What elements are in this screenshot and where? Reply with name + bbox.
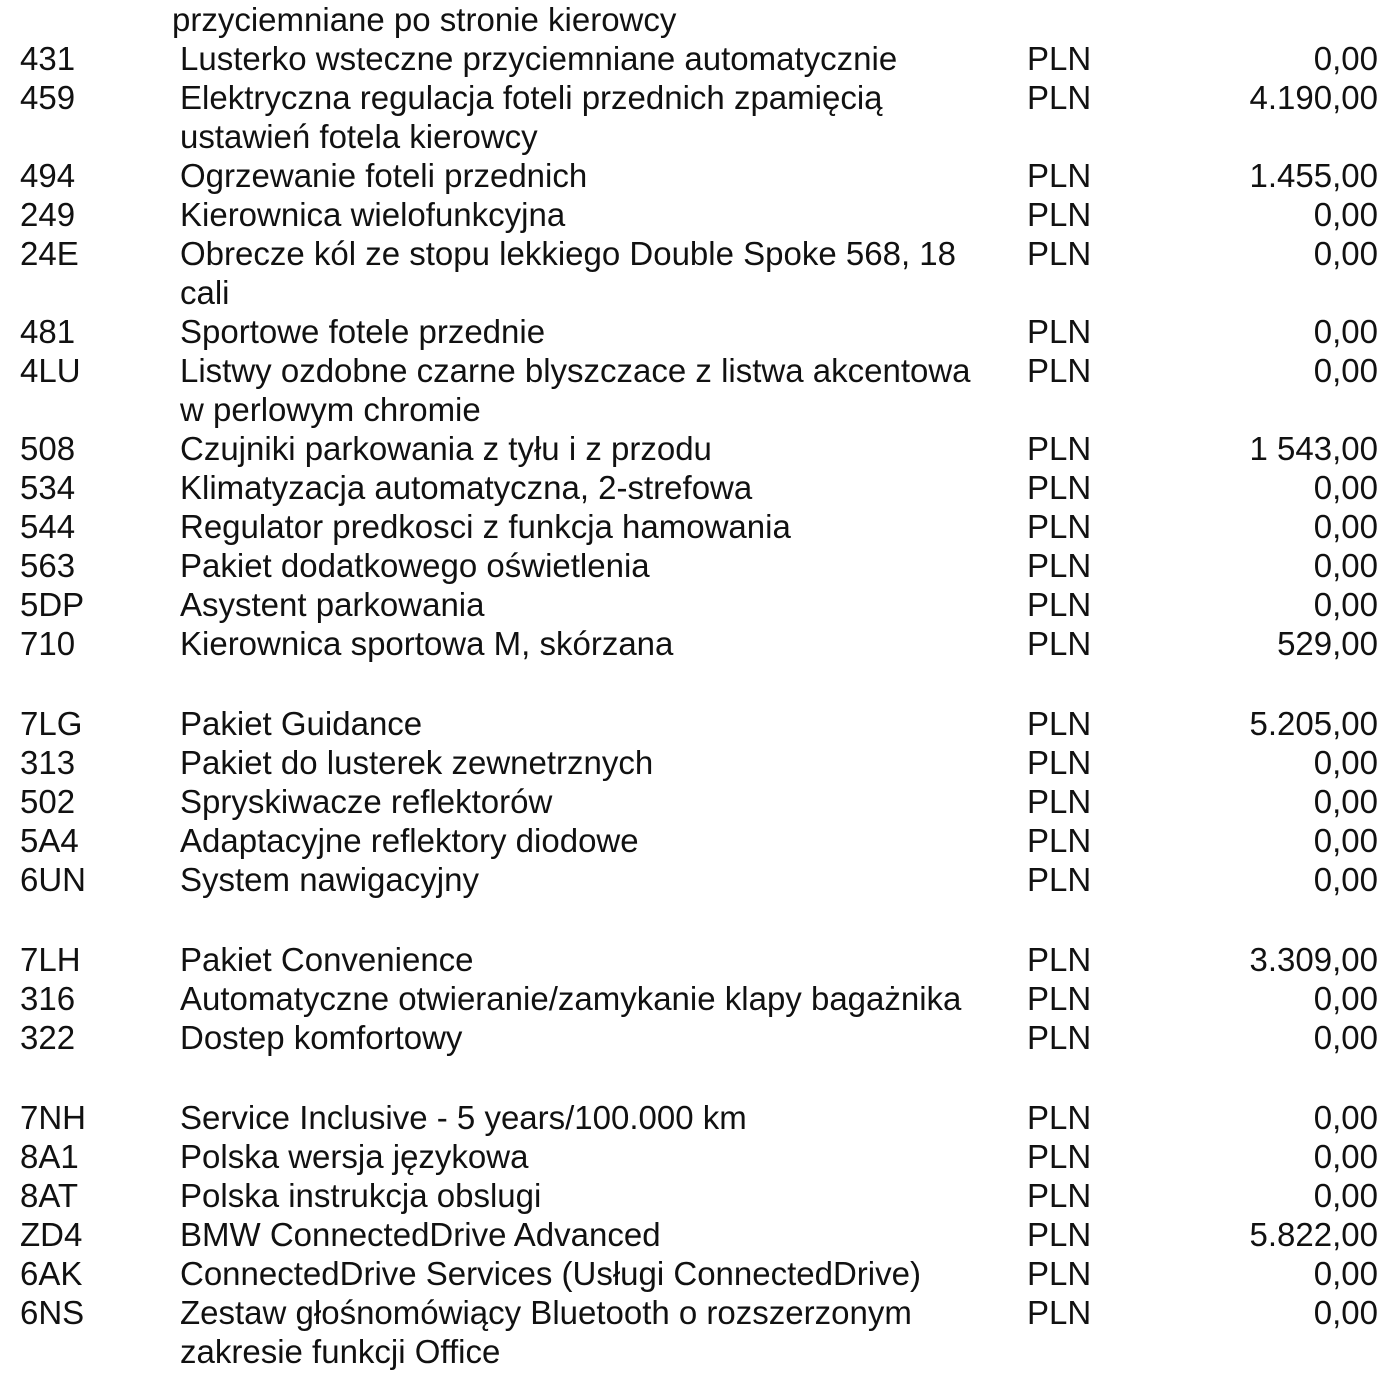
option-description: Czujniki parkowania z tyłu i z przodu: [180, 430, 712, 467]
option-code: 481: [20, 313, 76, 350]
option-code: 534: [20, 469, 76, 506]
table-row: [0, 1293, 1396, 1371]
option-description: Ogrzewanie foteli przednich: [180, 157, 588, 194]
option-price: 0,00: [1313, 40, 1378, 77]
option-price: 0,00: [1313, 1099, 1378, 1136]
option-description: Spryskiwacze reflektorów: [180, 783, 553, 820]
option-description: Polska instrukcja obslugi: [180, 1177, 542, 1214]
table-row: [0, 234, 1396, 312]
option-code: 313: [20, 744, 76, 781]
option-price: 0,00: [1313, 1138, 1378, 1175]
option-code: 249: [20, 196, 76, 233]
option-code: 563: [20, 547, 76, 584]
option-price: 0,00: [1313, 235, 1378, 272]
group-spacer: [0, 1057, 1396, 1098]
group-spacer: [0, 899, 1396, 940]
currency-label: PLN: [1027, 196, 1092, 233]
option-price: 0,00: [1313, 196, 1378, 233]
option-price: 0,00: [1313, 1294, 1378, 1331]
option-code: 7NH: [20, 1099, 87, 1136]
option-price: 0,00: [1313, 1177, 1378, 1214]
option-price: 0,00: [1313, 1255, 1378, 1292]
currency-label: PLN: [1027, 941, 1092, 978]
option-code: 5A4: [20, 822, 79, 859]
option-price: 5.205,00: [1249, 705, 1378, 742]
currency-label: PLN: [1027, 705, 1092, 742]
currency-label: PLN: [1027, 625, 1092, 662]
currency-label: PLN: [1027, 744, 1092, 781]
currency-label: PLN: [1027, 157, 1092, 194]
option-description: Adaptacyjne reflektory diodowe: [180, 822, 639, 859]
option-price: 0,00: [1313, 1019, 1378, 1056]
option-description: ConnectedDrive Services (Usługi ConnectedDrive): [180, 1255, 921, 1292]
option-description: Kierownica sportowa M, skórzana: [180, 625, 674, 662]
table-row: [0, 624, 1396, 663]
table-row: [0, 782, 1396, 821]
table-row: [0, 351, 1396, 429]
option-price: 0,00: [1313, 508, 1378, 545]
table-row: [0, 507, 1396, 546]
table-row: [0, 195, 1396, 234]
option-price: 0,00: [1313, 744, 1378, 781]
option-description: Lusterko wsteczne przyciemniane automatycznie: [180, 40, 898, 77]
currency-label: PLN: [1027, 508, 1092, 545]
currency-label: PLN: [1027, 235, 1092, 272]
currency-label: PLN: [1027, 469, 1092, 506]
currency-label: PLN: [1027, 40, 1092, 77]
options-table: [0, 39, 1396, 1371]
currency-label: PLN: [1027, 980, 1092, 1017]
option-price: 0,00: [1313, 313, 1378, 350]
currency-label: PLN: [1027, 783, 1092, 820]
option-code: 6UN: [20, 861, 87, 898]
table-row: [0, 1098, 1396, 1137]
currency-label: PLN: [1027, 1255, 1092, 1292]
option-description: Asystent parkowania: [180, 586, 485, 623]
option-code: 7LG: [20, 705, 83, 742]
currency-label: PLN: [1027, 430, 1092, 467]
table-row: [0, 312, 1396, 351]
option-description: Automatyczne otwieranie/zamykanie klapy bagażnika: [180, 980, 962, 1017]
currency-label: PLN: [1027, 352, 1092, 389]
group-spacer: [0, 663, 1396, 704]
option-description: Pakiet dodatkowego oświetlenia: [180, 547, 650, 584]
table-row: [0, 1018, 1396, 1057]
table-row: [0, 1215, 1396, 1254]
option-description: Listwy ozdobne czarne blyszczace z listwa akcentowa w perlowym chromie: [180, 352, 971, 428]
option-price: 3.309,00: [1249, 941, 1378, 978]
table-row: [0, 585, 1396, 624]
option-price: 1 543,00: [1249, 430, 1378, 467]
currency-label: PLN: [1027, 1294, 1092, 1331]
currency-label: PLN: [1027, 1099, 1092, 1136]
option-description: Zestaw głośnomówiący Bluetooth o rozszerzonym zakresie funkcji Office: [180, 1294, 912, 1370]
table-row: [0, 979, 1396, 1018]
option-code: 7LH: [20, 941, 81, 978]
table-row: [0, 860, 1396, 899]
currency-label: PLN: [1027, 1177, 1092, 1214]
option-code: 4LU: [20, 352, 81, 389]
option-code: 8AT: [20, 1177, 79, 1214]
option-description: BMW ConnectedDrive Advanced: [180, 1216, 661, 1253]
table-row: [0, 1254, 1396, 1293]
option-price: 0,00: [1313, 822, 1378, 859]
option-code: 508: [20, 430, 76, 467]
currency-label: PLN: [1027, 547, 1092, 584]
option-code: 5DP: [20, 586, 85, 623]
table-row: [0, 1137, 1396, 1176]
table-row: [0, 78, 1396, 156]
option-description: Regulator predkosci z funkcja hamowania: [180, 508, 791, 545]
table-row: [0, 546, 1396, 585]
currency-label: PLN: [1027, 1019, 1092, 1056]
option-code: 24E: [20, 235, 79, 272]
currency-label: PLN: [1027, 313, 1092, 350]
option-code: 431: [20, 40, 76, 77]
option-code: 710: [20, 625, 76, 662]
option-description: Service Inclusive - 5 years/100.000 km: [180, 1099, 747, 1136]
currency-label: PLN: [1027, 1216, 1092, 1253]
option-price: 0,00: [1313, 586, 1378, 623]
table-row: [0, 156, 1396, 195]
option-price: 0,00: [1313, 547, 1378, 584]
option-description: Pakiet Guidance: [180, 705, 423, 742]
option-description: Elektryczna regulacja foteli przednich zpamięcią ustawień fotela kierowcy: [180, 79, 883, 155]
option-description: Kierownica wielofunkcyjna: [180, 196, 566, 233]
option-price: 5.822,00: [1249, 1216, 1378, 1253]
table-row: [0, 429, 1396, 468]
option-code: 494: [20, 157, 76, 194]
table-row: [0, 821, 1396, 860]
option-description: Klimatyzacja automatyczna, 2-strefowa: [180, 469, 753, 506]
option-description: System nawigacyjny: [180, 861, 479, 898]
option-code: 459: [20, 79, 76, 116]
option-description: Pakiet Convenience: [180, 941, 474, 978]
continuation-text: przyciemniane po stronie kierowcy: [172, 1, 677, 38]
option-price: 0,00: [1313, 352, 1378, 389]
table-row: [0, 704, 1396, 743]
currency-label: PLN: [1027, 586, 1092, 623]
option-price: 529,00: [1277, 625, 1378, 662]
option-price: 4.190,00: [1249, 79, 1378, 116]
table-row: [0, 743, 1396, 782]
table-row: [0, 940, 1396, 979]
option-code: 544: [20, 508, 76, 545]
option-code: 502: [20, 783, 76, 820]
currency-label: PLN: [1027, 822, 1092, 859]
option-price: 0,00: [1313, 980, 1378, 1017]
option-description: Sportowe fotele przednie: [180, 313, 546, 350]
option-description: Pakiet do lusterek zewnetrznych: [180, 744, 654, 781]
option-code: 8A1: [20, 1138, 79, 1175]
option-price: 0,00: [1313, 861, 1378, 898]
table-row: [0, 39, 1396, 78]
option-code: 322: [20, 1019, 76, 1056]
currency-label: PLN: [1027, 79, 1092, 116]
currency-label: PLN: [1027, 1138, 1092, 1175]
table-row: [0, 1176, 1396, 1215]
option-description: Dostep komfortowy: [180, 1019, 463, 1056]
option-code: ZD4: [20, 1216, 83, 1253]
option-code: 6AK: [20, 1255, 83, 1292]
option-description: Obrecze kól ze stopu lekkiego Double Spoke 568, 18 cali: [180, 235, 956, 311]
option-price: 0,00: [1313, 783, 1378, 820]
table-row: [0, 468, 1396, 507]
option-description: Polska wersja językowa: [180, 1138, 529, 1175]
option-price: 1.455,00: [1249, 157, 1378, 194]
currency-label: PLN: [1027, 861, 1092, 898]
option-price: 0,00: [1313, 469, 1378, 506]
option-code: 316: [20, 980, 76, 1017]
option-code: 6NS: [20, 1294, 85, 1331]
